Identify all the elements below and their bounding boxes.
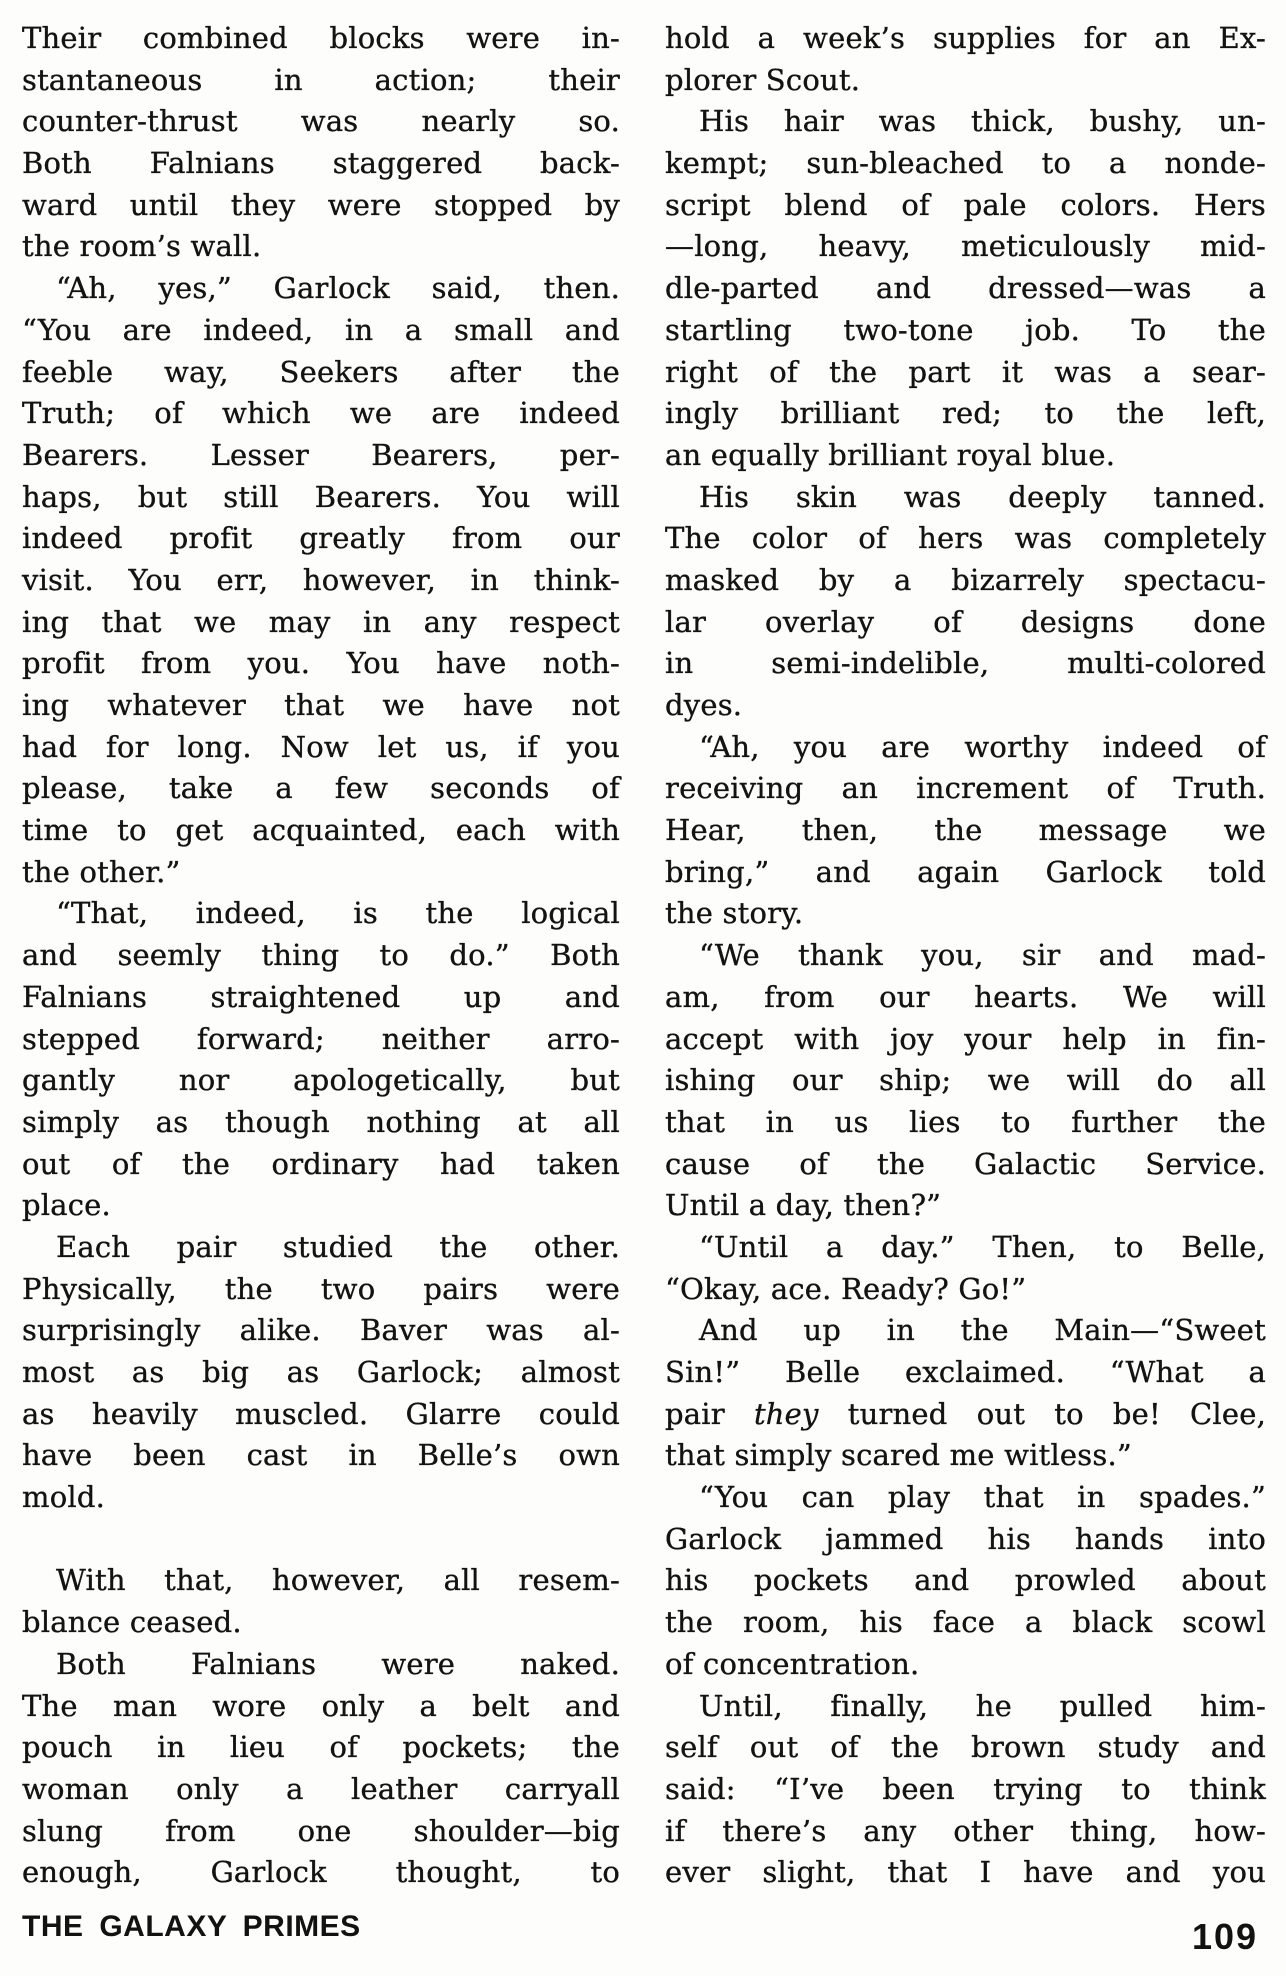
text-line: “Okay, ace. Ready? Go!” xyxy=(665,1271,1027,1306)
text-line: place. xyxy=(22,1188,111,1223)
text-line: the story. xyxy=(665,896,804,931)
text-line: have been cast in Belle’s own xyxy=(22,1438,620,1473)
text-line: lar overlay of designs done xyxy=(665,604,1266,639)
text-line: Both Falnians were naked. xyxy=(56,1646,620,1681)
text-line: slung from one shoulder—big xyxy=(22,1813,620,1848)
text-line: cause of the Galactic Service. xyxy=(665,1146,1266,1181)
text-line: Each pair studied the other. xyxy=(56,1229,620,1264)
text-line: and seemly thing to do.” Both xyxy=(22,938,620,973)
paragraph xyxy=(22,1227,620,1519)
text-line: said: “I’ve been trying to think xyxy=(665,1771,1266,1806)
text-line: gantly nor apologetically, but xyxy=(22,1063,620,1098)
text-line: visit. You err, however, in think- xyxy=(22,562,620,597)
text-line: plorer Scout. xyxy=(665,62,861,97)
text-line xyxy=(665,1394,1266,1436)
text-line: self out of the brown study and xyxy=(665,1730,1266,1765)
text-line: mold. xyxy=(22,1480,106,1515)
text-line: right of the part it was a sear- xyxy=(665,354,1266,389)
text-line: profit from you. You have noth- xyxy=(22,646,620,681)
text-line: out of the ordinary had taken xyxy=(22,1146,620,1181)
text-line: stantaneous in action; their xyxy=(22,62,620,97)
text-line: receiving an increment of Truth. xyxy=(665,771,1266,806)
text-line: Their combined blocks were in- xyxy=(22,21,620,55)
text-line: “We thank you, sir and mad- xyxy=(699,938,1266,973)
text-line: startling two-tone job. To the xyxy=(665,312,1266,347)
text-line: Bearers. Lesser Bearers, per- xyxy=(22,437,620,472)
text-line: if there’s any other thing, how- xyxy=(665,1813,1266,1848)
text-line: of concentration. xyxy=(665,1646,920,1681)
paragraph xyxy=(665,727,1266,935)
text-line: that in us lies to further the xyxy=(665,1104,1266,1139)
text-line: dle-parted and dressed—was a xyxy=(665,271,1266,306)
text-line: His skin was deeply tanned. xyxy=(699,479,1266,514)
paragraph xyxy=(665,1227,1266,1310)
running-footer-book-title: THE GALAXY PRIMES xyxy=(22,1910,361,1943)
paragraph xyxy=(665,477,1266,727)
text-line: “You can play that in spades.” xyxy=(699,1480,1266,1515)
paragraph xyxy=(22,18,620,268)
text-line: most as big as Garlock; almost xyxy=(22,1355,620,1389)
text-line: And up in the Main—“Sweet xyxy=(699,1313,1266,1348)
text-line: The color of hers was completely xyxy=(665,521,1266,556)
left-text-column xyxy=(22,18,620,1894)
paragraph xyxy=(665,1310,1266,1477)
text-line: the room’s wall. xyxy=(22,229,262,264)
paragraph xyxy=(22,268,620,893)
text-line: haps, but still Bearers. You will xyxy=(22,479,620,514)
paragraph xyxy=(22,1644,620,1894)
text-line: counter-thrust was nearly so. xyxy=(22,104,620,139)
paragraph xyxy=(22,1560,620,1643)
text-line: The man wore only a belt and xyxy=(22,1688,620,1723)
italic-text: they xyxy=(753,1396,819,1431)
text-line: enough, Garlock thought, to xyxy=(22,1855,620,1890)
text-line: “Until a day.” Then, to Belle, xyxy=(699,1229,1266,1264)
paragraph xyxy=(665,1477,1266,1685)
text-line: hold a week’s supplies for an Ex- xyxy=(665,21,1266,55)
text-line: am, from our hearts. We will xyxy=(665,979,1266,1014)
text-line: had for long. Now let us, if you xyxy=(22,729,620,764)
paragraph xyxy=(665,935,1266,1227)
text-line: Until a day, then?” xyxy=(665,1188,942,1223)
text-line: the room, his face a black scowl xyxy=(665,1605,1266,1640)
text-line: in semi-indelible, multi-colored xyxy=(665,646,1266,681)
paragraph xyxy=(665,101,1266,476)
text-line: “That, indeed, is the logical xyxy=(56,896,620,931)
page-number: 109 xyxy=(1192,1916,1259,1957)
text-line: script blend of pale colors. Hers xyxy=(665,187,1266,222)
text-line: Both Falnians staggered back- xyxy=(22,146,620,181)
text-line: Sin!” Belle exclaimed. “What a xyxy=(665,1355,1266,1389)
text-line: —long, heavy, meticulously mid- xyxy=(665,229,1266,264)
text-line: surprisingly alike. Baver was al- xyxy=(22,1313,620,1348)
text-line: “Ah, yes,” Garlock said, then. xyxy=(56,271,620,306)
text-line: bring,” and again Garlock told xyxy=(665,854,1266,889)
text-line: Physically, the two pairs were xyxy=(22,1271,620,1306)
text-line: woman only a leather carryall xyxy=(22,1771,620,1806)
text-segment: turned out to be! Clee, xyxy=(818,1396,1266,1431)
text-line: His hair was thick, bushy, un- xyxy=(699,104,1266,139)
text-line: Hear, then, the message we xyxy=(665,813,1266,848)
text-line: Falnians straightened up and xyxy=(22,979,620,1014)
text-line: ward until they were stopped by xyxy=(22,187,620,222)
paragraph xyxy=(665,18,1266,101)
paragraph xyxy=(665,1686,1266,1894)
text-line: simply as though nothing at all xyxy=(22,1104,620,1139)
text-line: as heavily muscled. Glarre could xyxy=(22,1396,620,1431)
text-line: accept with joy your help in fin- xyxy=(665,1021,1266,1056)
text-line: ing whatever that we have not xyxy=(22,688,620,722)
text-line: pouch in lieu of pockets; the xyxy=(22,1730,620,1765)
text-line: that simply scared me witless.” xyxy=(665,1438,1132,1473)
text-line: Truth; of which we are indeed xyxy=(22,396,620,431)
text-line: masked by a bizarrely spectacu- xyxy=(665,562,1266,597)
text-line: ever slight, that I have and you xyxy=(665,1855,1266,1890)
text-line: ishing our ship; we will do all xyxy=(665,1063,1266,1098)
text-line: With that, however, all resem- xyxy=(56,1563,620,1598)
text-line: an equally brilliant royal blue. xyxy=(665,437,1116,472)
text-line: please, take a few seconds of xyxy=(22,771,620,806)
text-line: the other.” xyxy=(22,854,181,889)
text-line: ing that we may in any respect xyxy=(22,604,620,639)
text-line: Garlock jammed his hands into xyxy=(665,1521,1266,1556)
text-line: indeed profit greatly from our xyxy=(22,521,620,556)
text-line: his pockets and prowled about xyxy=(665,1563,1266,1598)
right-text-column xyxy=(665,18,1266,1894)
text-line: “Ah, you are worthy indeed of xyxy=(699,729,1266,764)
paragraph xyxy=(22,893,620,1227)
text-line: blance ceased. xyxy=(22,1605,242,1640)
text-line: ingly brilliant red; to the left, xyxy=(665,396,1266,431)
text-line: time to get acquainted, each with xyxy=(22,813,620,848)
text-line: Until, finally, he pulled him- xyxy=(699,1688,1266,1723)
text-line: stepped forward; neither arro- xyxy=(22,1021,620,1056)
text-line: dyes. xyxy=(665,688,743,722)
text-line: “You are indeed, in a small and xyxy=(22,312,620,347)
text-line: kempt; sun-bleached to a nonde- xyxy=(665,146,1266,181)
text-line: feeble way, Seekers after the xyxy=(22,354,620,389)
text-segment: pair xyxy=(665,1396,754,1431)
